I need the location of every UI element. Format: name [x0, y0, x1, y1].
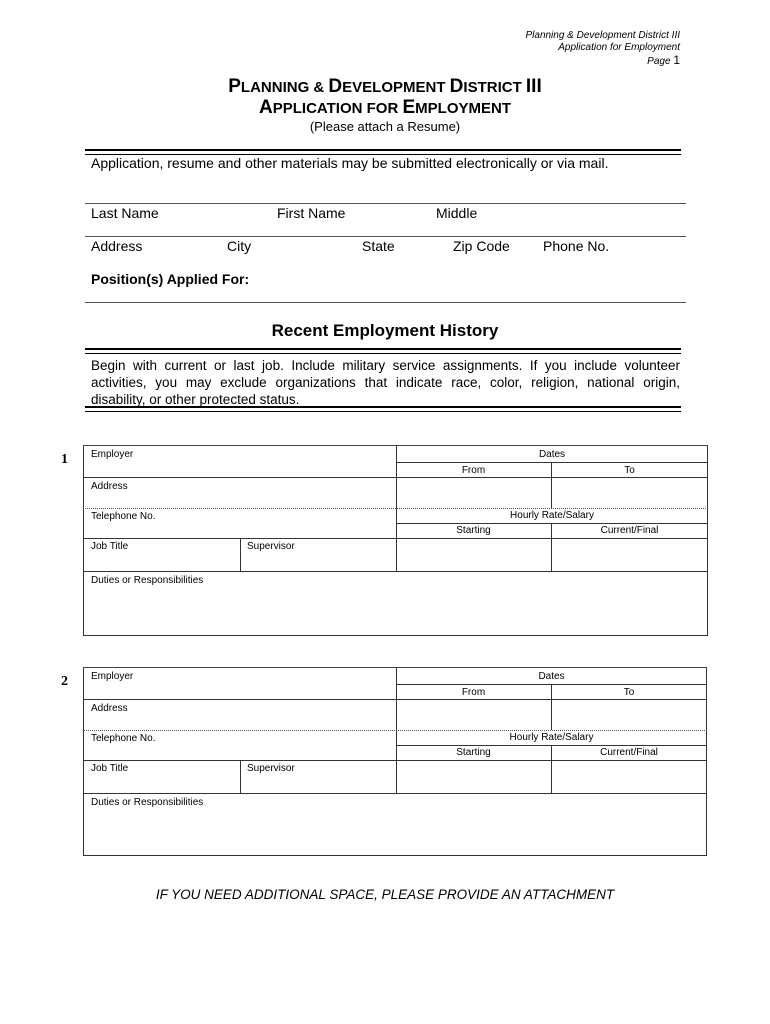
header-district: Planning & Development District III: [525, 30, 680, 41]
employer-field[interactable]: Employer: [91, 449, 134, 460]
divider: [396, 462, 708, 463]
date-to-field[interactable]: To: [623, 687, 635, 698]
starting-rate-field[interactable]: Starting: [456, 747, 491, 758]
phone-field[interactable]: Phone No.: [543, 238, 610, 254]
header-page: [647, 53, 680, 67]
double-rule: [85, 348, 681, 354]
duties-field[interactable]: Duties or Responsibilities: [91, 575, 204, 586]
employer-field[interactable]: Employer: [91, 671, 134, 682]
section-title-employment: Recent Employment History: [271, 321, 499, 340]
job-title-field[interactable]: Job Title: [91, 541, 129, 552]
submission-note: Application, resume and other materials may be submitted electronically or via mail.: [91, 155, 609, 171]
date-from-field[interactable]: From: [461, 465, 486, 476]
divider: [396, 523, 708, 524]
block-number: 1: [61, 452, 68, 467]
hourly-rate-label: Hourly Rate/Salary: [509, 732, 594, 743]
page-subtitle-heading: APPLICATION FOR EMPLOYMENT: [259, 97, 511, 118]
page-number: 1: [673, 53, 680, 67]
header-doc-name: Application for Employment: [558, 42, 680, 53]
divider: [83, 793, 707, 794]
date-to-field[interactable]: To: [624, 465, 635, 476]
current-rate-field[interactable]: Current/Final: [600, 525, 659, 536]
duties-field[interactable]: Duties or Responsibilities: [91, 797, 204, 808]
divider: [85, 236, 686, 237]
positions-applied-field[interactable]: Position(s) Applied For:: [91, 271, 250, 287]
state-field[interactable]: State: [362, 238, 395, 254]
telephone-field[interactable]: Telephone No.: [91, 733, 156, 744]
divider: [83, 538, 708, 539]
divider: [83, 571, 708, 572]
divider: [240, 760, 241, 793]
block-number: 2: [61, 674, 68, 689]
hourly-rate-label: Hourly Rate/Salary: [510, 510, 594, 521]
last-name-field[interactable]: Last Name: [91, 205, 159, 221]
telephone-field[interactable]: Telephone No.: [91, 511, 156, 522]
supervisor-field[interactable]: Supervisor: [247, 541, 295, 552]
supervisor-field[interactable]: Supervisor: [247, 763, 295, 774]
page-title: PLANNING & DEVELOPMENT DISTRICT III: [228, 76, 542, 97]
divider: [240, 538, 241, 571]
divider: [83, 760, 707, 761]
double-rule: [85, 406, 681, 412]
resume-note: (Please attach a Resume): [309, 119, 461, 134]
divider: [83, 699, 707, 700]
first-name-field[interactable]: First Name: [277, 205, 346, 221]
divider: [85, 203, 686, 204]
date-from-field[interactable]: From: [461, 687, 486, 698]
employer-address-field[interactable]: Address: [91, 703, 128, 714]
city-field[interactable]: City: [227, 238, 252, 254]
address-field[interactable]: Address: [91, 238, 143, 254]
dates-label: Dates: [538, 671, 565, 682]
divider: [83, 730, 707, 731]
page-label: Page: [647, 56, 671, 67]
attachment-note: IF YOU NEED ADDITIONAL SPACE, PLEASE PROVIDE AN ATTACHMENT: [155, 887, 615, 902]
employer-address-field[interactable]: Address: [91, 481, 128, 492]
dates-label: Dates: [538, 449, 566, 460]
divider: [85, 302, 686, 303]
middle-name-field[interactable]: Middle: [436, 205, 478, 221]
divider: [83, 508, 708, 509]
current-rate-field[interactable]: Current/Final: [600, 747, 658, 758]
job-title-field[interactable]: Job Title: [91, 763, 129, 774]
employment-instructions: Begin with current or last job. Include military service assignments. If you include volunteer activities, you may exclude organizations that indicate race, color, religion, national origin, disability, or other protected status.: [91, 358, 680, 407]
zip-code-field[interactable]: Zip Code: [453, 238, 510, 254]
divider: [83, 477, 708, 478]
dotted-top: [83, 667, 707, 668]
starting-rate-field[interactable]: Starting: [456, 525, 491, 536]
